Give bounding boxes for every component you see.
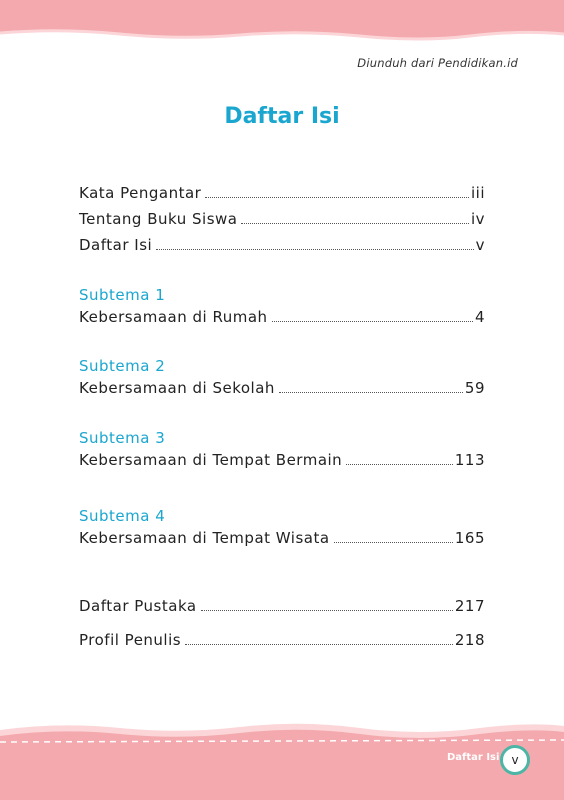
toc-entry-label: Kata Pengantar: [79, 184, 202, 202]
dot-leader: [156, 248, 473, 250]
toc-entry-kata-pengantar[interactable]: [79, 184, 485, 210]
toc-entry-label: Daftar Pustaka: [79, 597, 197, 615]
toc-entry-label: Daftar Isi: [79, 236, 153, 254]
toc-entry-label: Kebersamaan di Sekolah: [79, 379, 275, 397]
toc-entry-page: 218: [454, 631, 485, 649]
toc-entry-daftar-pustaka[interactable]: [79, 597, 485, 623]
toc-entry-page: 4: [474, 308, 485, 326]
toc-entry-page: v: [475, 236, 485, 254]
toc-entry-subtheme-1[interactable]: [79, 308, 485, 334]
dot-leader: [334, 541, 453, 543]
subtheme-heading-3: Subtema 3: [79, 429, 166, 447]
toc-entry-daftar-isi[interactable]: [79, 236, 485, 262]
toc-entry-label: Kebersamaan di Rumah: [79, 308, 268, 326]
toc-entry-page: 165: [454, 529, 485, 547]
dot-leader: [346, 463, 453, 465]
dot-leader: [241, 222, 468, 224]
dot-leader: [279, 391, 463, 393]
toc-entry-subtheme-2[interactable]: [79, 379, 485, 405]
footer-section-label: Daftar Isi: [447, 752, 500, 763]
toc-entry-page: iv: [470, 210, 485, 228]
source-credit: Diunduh dari Pendidikan.id: [357, 56, 518, 70]
toc-entry-tentang-buku-siswa[interactable]: [79, 210, 485, 236]
toc-entry-page: 59: [464, 379, 485, 397]
table-of-contents: [79, 184, 485, 657]
subtheme-heading-2: Subtema 2: [79, 357, 166, 375]
toc-entry-page: 217: [454, 597, 485, 615]
dot-leader: [185, 643, 453, 645]
top-decorative-band: [0, 0, 564, 46]
toc-entry-subtheme-4[interactable]: [79, 529, 485, 555]
toc-entry-page: 113: [454, 451, 485, 469]
toc-entry-label: Tentang Buku Siswa: [79, 210, 238, 228]
toc-entry-profil-penulis[interactable]: [79, 631, 485, 657]
dot-leader: [205, 196, 469, 198]
toc-entry-label: Kebersamaan di Tempat Bermain: [79, 451, 343, 469]
toc-entry-label: Kebersamaan di Tempat Wisata: [79, 529, 330, 547]
subtheme-heading-4: Subtema 4: [79, 507, 166, 525]
page-title: Daftar Isi: [224, 104, 340, 129]
page-number-badge: [500, 745, 530, 775]
toc-entry-label: Profil Penulis: [79, 631, 182, 649]
toc-entry-page: iii: [470, 184, 485, 202]
page-number: v: [511, 753, 519, 767]
subtheme-heading-1: Subtema 1: [79, 286, 166, 304]
dot-leader: [272, 320, 473, 322]
dot-leader: [201, 609, 453, 611]
toc-entry-subtheme-3[interactable]: [79, 451, 485, 477]
